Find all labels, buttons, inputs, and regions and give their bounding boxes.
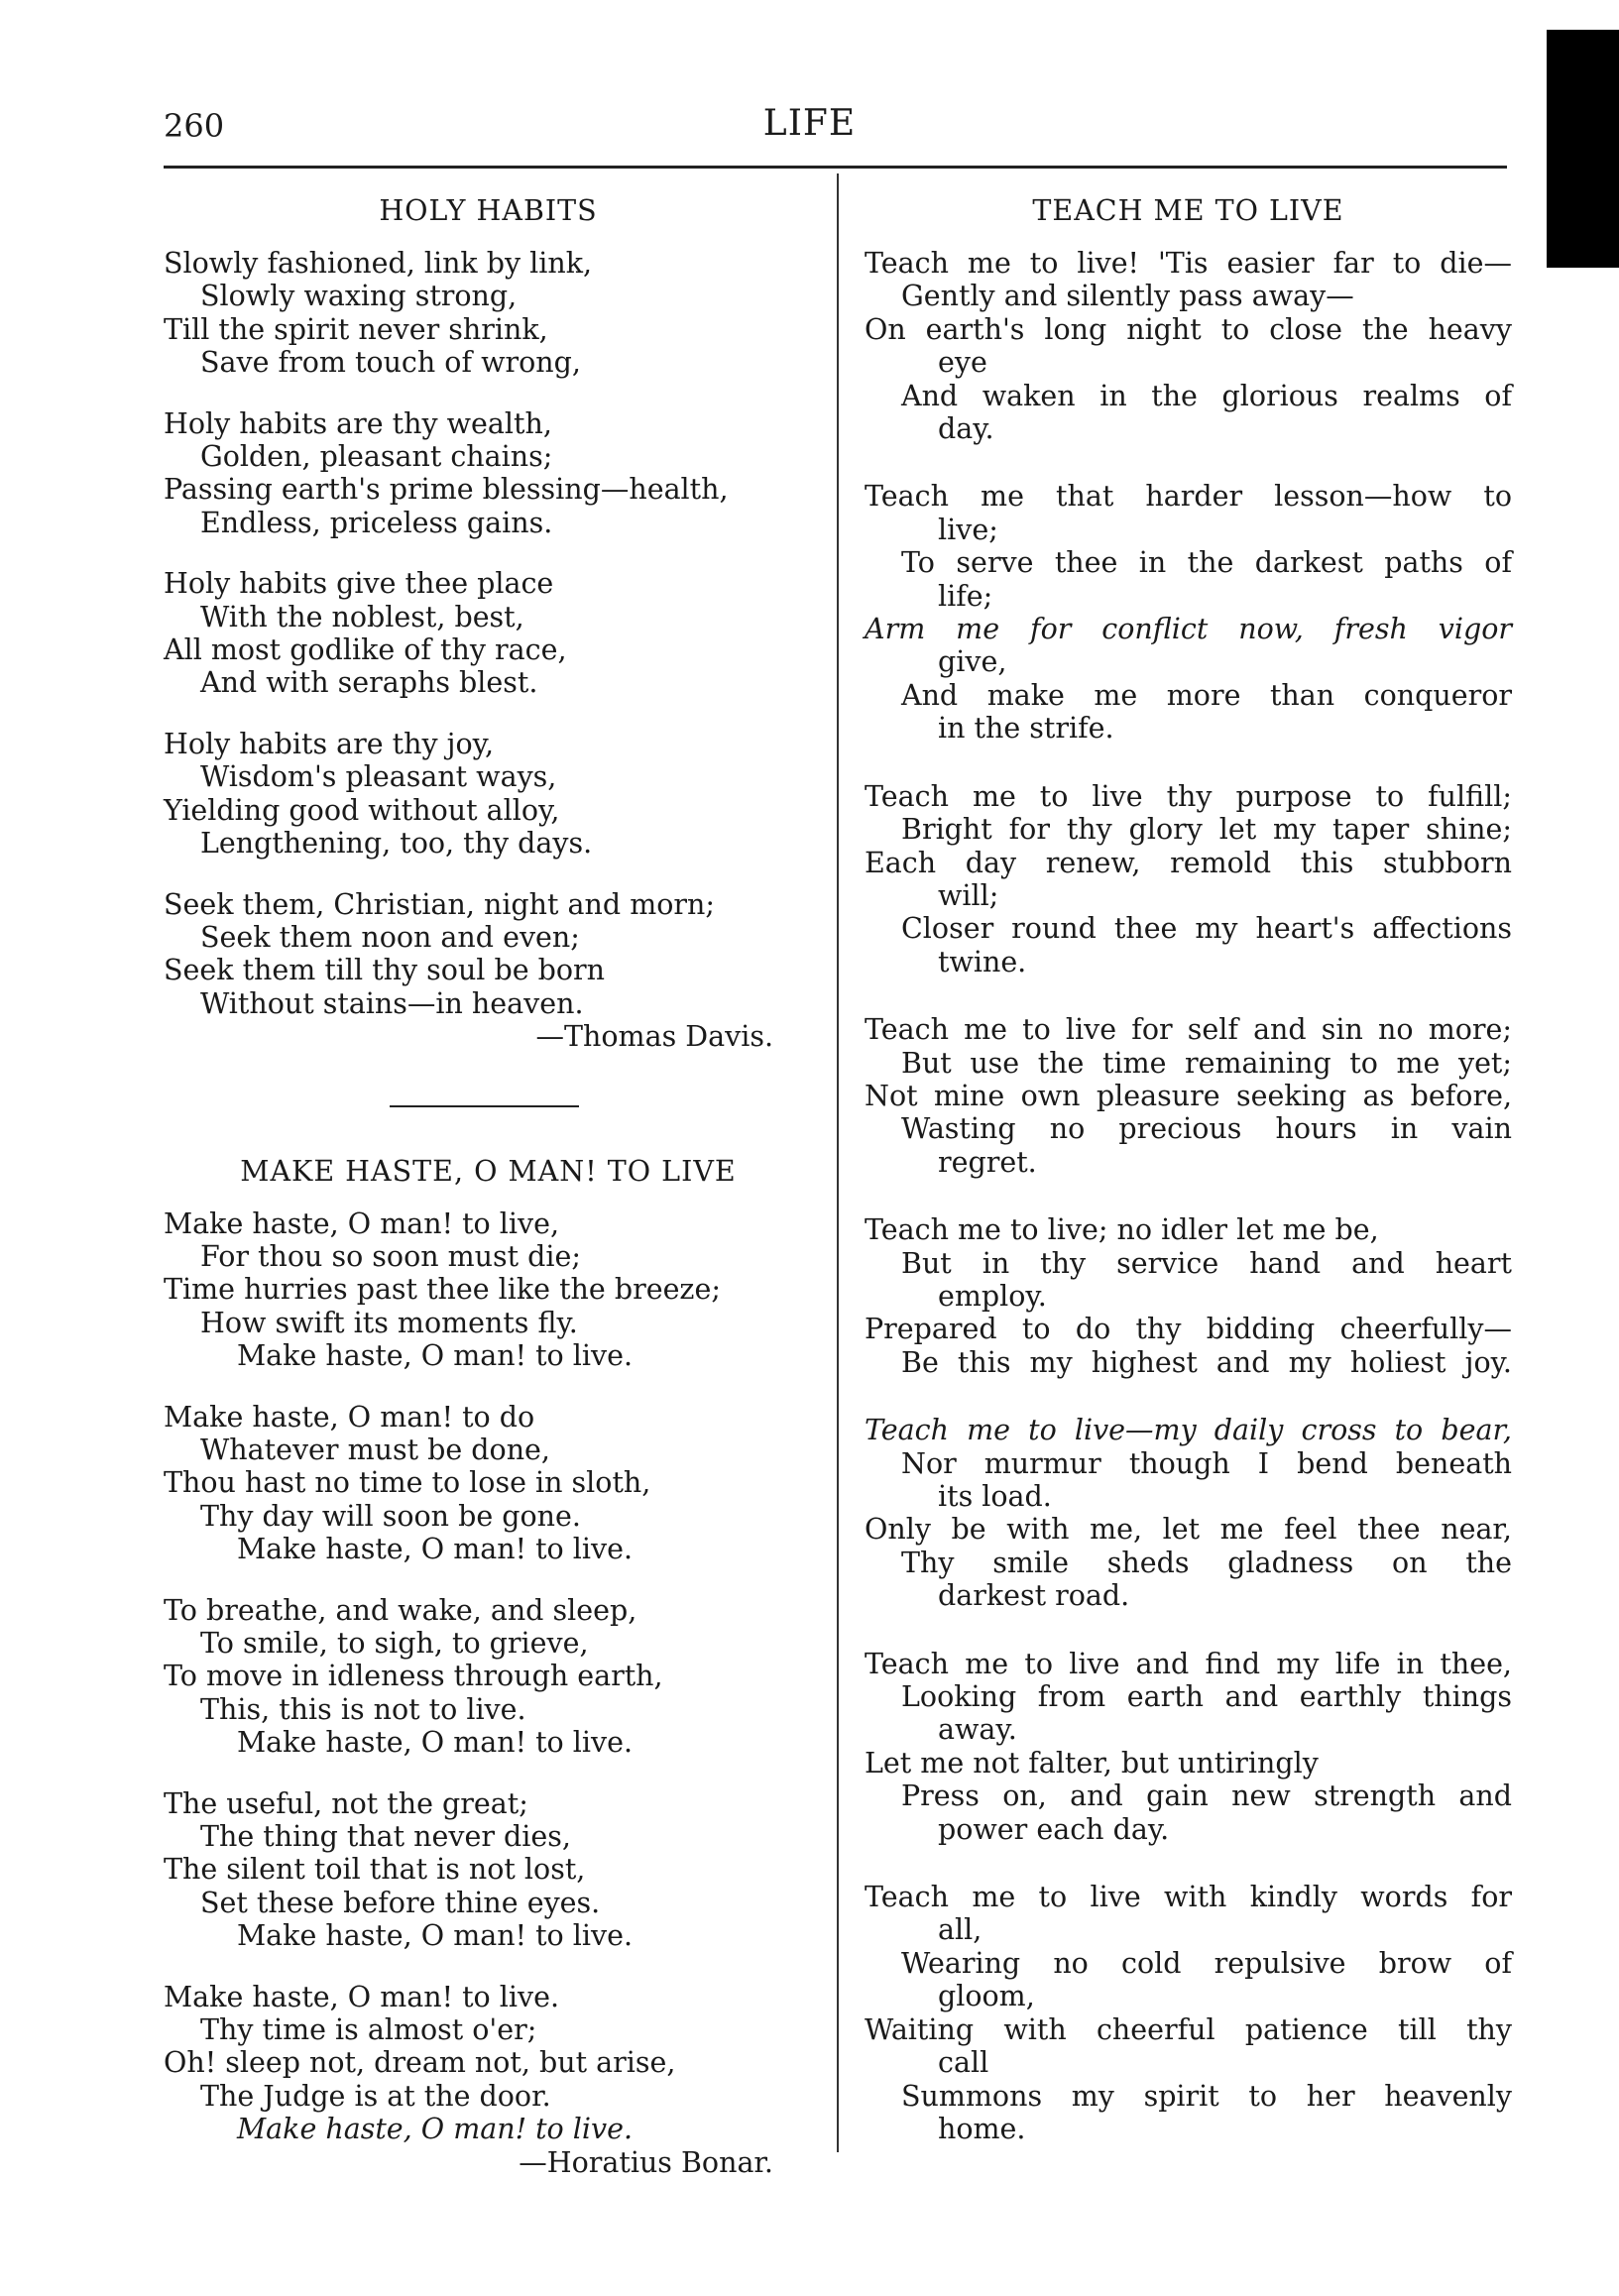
stanza bbox=[164, 1594, 813, 1760]
refrain-line: Make haste, O man! to live. bbox=[237, 1726, 634, 1760]
verse-line: The thing that never dies, bbox=[200, 1820, 571, 1854]
verse-line: Thy time is almost o'er; bbox=[200, 2013, 537, 2047]
verse-line: The useful, not the great; bbox=[164, 1786, 528, 1820]
verse-line: Holy habits are thy wealth, bbox=[164, 406, 552, 440]
stanza bbox=[865, 1414, 1512, 1612]
poem-title: MAKE HASTE, O MAN! TO LIVE bbox=[240, 1154, 737, 1188]
verse-line: Let me not falter, but untiringly bbox=[865, 1746, 1319, 1779]
refrain-line: Make haste, O man! to live. bbox=[237, 1339, 634, 1373]
verse-line: But use the time remaining to me yet; bbox=[901, 1046, 1512, 1080]
verse-line: And with seraphs blest. bbox=[200, 666, 538, 700]
verse-line: away. bbox=[938, 1713, 1017, 1747]
verse-line: life; bbox=[938, 579, 993, 613]
verse-line: Slowly fashioned, link by link, bbox=[164, 247, 593, 280]
verse-line: This, this is not to live. bbox=[200, 1692, 526, 1726]
verse-line: Teach me to live—my daily cross to bear, bbox=[865, 1414, 1512, 1447]
verse-line: Arm me for conflict now, fresh vigor bbox=[865, 613, 1512, 646]
verse-line: Looking from earth and earthly things bbox=[901, 1680, 1512, 1714]
verse-line: Nor murmur though I bend beneath bbox=[901, 1446, 1512, 1480]
verse-line: Wisdom's pleasant ways, bbox=[200, 760, 557, 794]
verse-line: Yielding good without alloy, bbox=[164, 793, 560, 827]
poem-author: —Horatius Bonar. bbox=[519, 2145, 773, 2179]
verse-line: Thy smile sheds gladness on the bbox=[901, 1546, 1512, 1579]
verse-line: Only be with me, let me feel thee near, bbox=[865, 1513, 1512, 1547]
verse-line: all, bbox=[938, 1913, 983, 1947]
verse-line: day. bbox=[938, 412, 994, 446]
poem-title: TEACH ME TO LIVE bbox=[1032, 194, 1344, 227]
stanza bbox=[164, 567, 813, 700]
verse-line: Teach me to live with kindly words for bbox=[865, 1881, 1512, 1914]
verse-line: To serve thee in the darkest paths of bbox=[901, 546, 1512, 580]
verse-line: gloom, bbox=[938, 1980, 1035, 2013]
stanza bbox=[164, 1981, 813, 2179]
verse-line: Seek them till thy soul be born bbox=[164, 954, 606, 987]
verse-line: Teach me to live! 'Tis easier far to die— bbox=[865, 247, 1512, 280]
verse-line: Endless, priceless gains. bbox=[200, 506, 553, 539]
verse-line: Lengthening, too, thy days. bbox=[200, 827, 593, 861]
verse-line: Without stains—in heaven. bbox=[200, 986, 584, 1020]
stanza bbox=[865, 1648, 1512, 1846]
verse-line: Holy habits give thee place bbox=[164, 567, 554, 601]
poem-title: HOLY HABITS bbox=[379, 194, 598, 227]
section-rule bbox=[390, 1105, 579, 1107]
verse-line: Not mine own pleasure seeking as before, bbox=[865, 1079, 1512, 1112]
stanza bbox=[865, 780, 1512, 978]
verse-line: Teach me that harder lesson—how to bbox=[865, 480, 1512, 514]
right-column bbox=[865, 194, 1512, 2145]
verse-line: Wearing no cold repulsive brow of bbox=[901, 1946, 1512, 1980]
verse-line: Thy day will soon be gone. bbox=[200, 1499, 581, 1533]
verse-line: And make me more than conqueror bbox=[901, 678, 1512, 712]
verse-line: twine. bbox=[938, 945, 1027, 978]
verse-line: Whatever must be done, bbox=[200, 1433, 550, 1466]
verse-line: To move in idleness through earth, bbox=[164, 1660, 663, 1693]
verse-line: How swift its moments fly. bbox=[200, 1306, 578, 1339]
verse-line: Make haste, O man! to live. bbox=[164, 1980, 560, 2013]
verse-line: will; bbox=[938, 878, 999, 912]
running-title: LIFE bbox=[762, 103, 857, 144]
verse-line: On earth's long night to close the heavy bbox=[865, 312, 1512, 346]
verse-line: call bbox=[938, 2046, 989, 2080]
stanza bbox=[164, 1787, 813, 1953]
verse-line: Teach me to live thy purpose to fulfill; bbox=[865, 779, 1512, 813]
stanza bbox=[164, 1401, 813, 1566]
verse-line: Closer round thee my heart's affections bbox=[901, 912, 1512, 946]
verse-line: With the noblest, best, bbox=[200, 600, 524, 633]
verse-line: power each day. bbox=[938, 1812, 1170, 1846]
verse-line: regret. bbox=[938, 1145, 1037, 1179]
verse-line: Gently and silently pass away— bbox=[901, 280, 1354, 313]
column-divider bbox=[837, 173, 839, 2152]
verse-line: Seek them, Christian, night and morn; bbox=[164, 887, 715, 921]
stanza bbox=[865, 247, 1512, 445]
verse-line: Prepared to do thy bidding cheerfully— bbox=[865, 1313, 1512, 1346]
poem-author: —Thomas Davis. bbox=[535, 1020, 773, 1054]
stanza bbox=[164, 888, 813, 1054]
verse-line: in the strife. bbox=[938, 712, 1114, 746]
stanza bbox=[865, 1213, 1512, 1379]
verse-line: Slowly waxing strong, bbox=[200, 280, 518, 313]
stanza bbox=[164, 728, 813, 861]
verse-line: give, bbox=[938, 645, 1007, 679]
stanza bbox=[164, 1207, 813, 1373]
verse-line: Make haste, O man! to live, bbox=[164, 1206, 560, 1240]
verse-line: its load. bbox=[938, 1480, 1052, 1513]
verse-line: For thou so soon must die; bbox=[200, 1239, 581, 1273]
verse-line: Bright for thy glory let my taper shine; bbox=[901, 813, 1512, 847]
verse-line: Teach me to live for self and sin no more; bbox=[865, 1013, 1512, 1047]
verse-line: The silent toil that is not lost, bbox=[164, 1853, 586, 1887]
header-rule bbox=[164, 166, 1507, 169]
verse-line: Till the spirit never shrink, bbox=[164, 312, 548, 346]
verse-line: employ. bbox=[938, 1279, 1047, 1313]
verse-line: The Judge is at the door. bbox=[200, 2079, 551, 2113]
left-column bbox=[164, 194, 813, 2179]
verse-line: Each day renew, remold this stubborn bbox=[865, 846, 1512, 879]
verse-line: To smile, to sigh, to grieve, bbox=[200, 1627, 589, 1660]
verse-line: To breathe, and wake, and sleep, bbox=[164, 1593, 637, 1627]
page-number: 260 bbox=[164, 107, 225, 145]
verse-line: Waiting with cheerful patience till thy bbox=[865, 2012, 1512, 2046]
stanza bbox=[164, 247, 813, 380]
verse-line: Summons my spirit to her heavenly bbox=[901, 2079, 1512, 2113]
verse-line: Golden, pleasant chains; bbox=[200, 440, 553, 474]
verse-line: Seek them noon and even; bbox=[200, 920, 580, 954]
verse-line: Passing earth's prime blessing—health, bbox=[164, 473, 729, 507]
verse-line: All most godlike of thy race, bbox=[164, 633, 567, 667]
verse-line: Press on, and gain new strength and bbox=[901, 1779, 1512, 1813]
verse-line: Time hurries past thee like the breeze; bbox=[164, 1273, 721, 1307]
verse-line: home. bbox=[938, 2112, 1026, 2145]
verse-line: But in thy service hand and heart bbox=[901, 1246, 1512, 1280]
verse-line: darkest road. bbox=[938, 1579, 1130, 1613]
page-tab-mark bbox=[1547, 30, 1619, 268]
verse-line: Wasting no precious hours in vain bbox=[901, 1112, 1512, 1146]
verse-line: Make haste, O man! to do bbox=[164, 1400, 535, 1434]
verse-line: Thou hast no time to lose in sloth, bbox=[164, 1466, 651, 1500]
stanza bbox=[865, 480, 1512, 745]
verse-line: Be this my highest and my holiest joy. bbox=[901, 1345, 1512, 1379]
verse-line: Teach me to live; no idler let me be, bbox=[865, 1213, 1379, 1247]
verse-line: eye bbox=[938, 346, 987, 380]
verse-line: And waken in the glorious realms of bbox=[901, 379, 1512, 412]
stanza bbox=[164, 407, 813, 540]
stanza bbox=[865, 1881, 1512, 2145]
verse-line: Oh! sleep not, dream not, but arise, bbox=[164, 2046, 676, 2080]
stanza bbox=[865, 1013, 1512, 1179]
refrain-line: Make haste, O man! to live. bbox=[237, 1533, 634, 1566]
verse-line: Teach me to live and find my life in thee, bbox=[865, 1647, 1512, 1680]
verse-line: Save from touch of wrong, bbox=[200, 346, 581, 380]
refrain-line: Make haste, O man! to live. bbox=[237, 2113, 634, 2146]
verse-line: Set these before thine eyes. bbox=[200, 1886, 601, 1919]
refrain-line: Make haste, O man! to live. bbox=[237, 1919, 634, 1953]
verse-line: Holy habits are thy joy, bbox=[164, 727, 495, 760]
verse-line: live; bbox=[938, 513, 998, 546]
